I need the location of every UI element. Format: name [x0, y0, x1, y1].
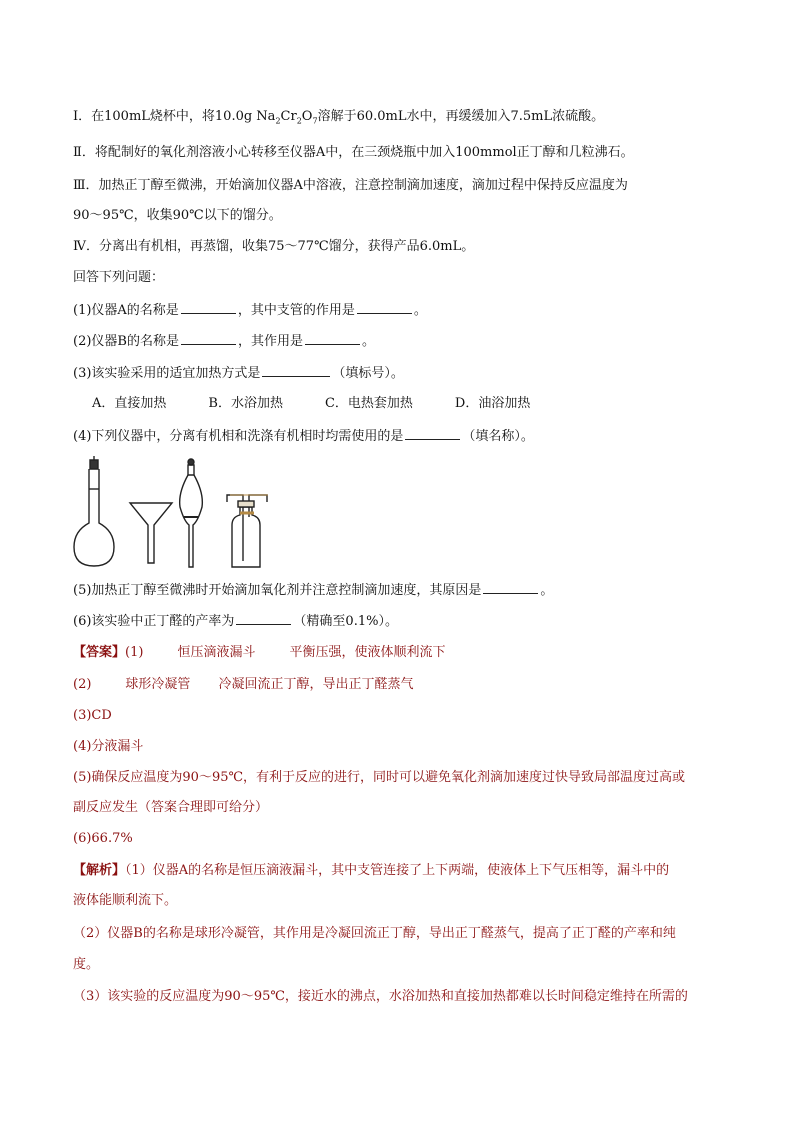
apparatus-figure — [70, 455, 280, 570]
question-1: (1)仪器A的名称是 ，其中支管的作用是 。 — [73, 300, 733, 320]
answer-blank — [305, 331, 360, 345]
volumetric-flask — [74, 456, 114, 566]
step-3-line-2: 90～95℃，收集90℃以下的馏分。 — [73, 208, 282, 223]
answer-blank — [236, 611, 291, 625]
answer-6: (6)66.7% — [73, 831, 133, 846]
answer-blank — [405, 426, 460, 440]
question-2: (2)仪器B的名称是 ，其作用是 。 — [73, 331, 733, 351]
analysis-1-line-1: 【解析】（1）仪器A的名称是恒压滴液漏斗，其中支管连接了上下两端，使液体上下气压相等，漏斗中的 — [73, 863, 670, 878]
answer-blank — [262, 363, 330, 377]
analysis-1-line-2: 液体能顺利流下。 — [73, 893, 178, 908]
question-6: (6)该实验中正丁醛的产率为 （精确至0.1%）。 — [73, 611, 733, 631]
answer-3: (3)CD — [73, 708, 112, 723]
funnel — [130, 503, 172, 563]
analysis-3-line-1: （3）该实验的反应温度为90～95℃，接近水的沸点，水浴加热和直接加热都难以长时间稳定维持在所需的 — [73, 989, 688, 1004]
analysis-2-line-2: 度。 — [73, 957, 100, 972]
step-3-line-1: Ⅲ．加热正丁醇至微沸，开始滴加仪器A中溶液，注意控制滴加速度，滴加过程中保持反应温度为 — [73, 178, 628, 193]
option-b: B．水浴加热 — [208, 396, 283, 411]
option-d: D．油浴加热 — [454, 396, 531, 411]
step-1: Ⅰ．在100mL烧杯中，将10.0g $Na_2Cr_2O_7$溶解于60.0mL水中，再缓缓加入7.5mL浓硫酸。 — [73, 109, 605, 126]
answer-1: 【答案】(1) 恒压滴液漏斗 平衡压强，使液体顺利流下 — [73, 645, 446, 660]
gas-washing-bottle — [227, 495, 268, 567]
question-3: (3)该实验采用的适宜加热方式是 （填标号）。 — [73, 363, 733, 383]
separatory-funnel — [180, 459, 203, 567]
question-3-options — [92, 395, 752, 413]
question-4: (4)下列仪器中，分离有机相和洗涤有机相时均需使用的是 （填名称）。 — [73, 426, 733, 446]
step-4: Ⅳ．分离出有机相，再蒸馏，收集75～77℃馏分，获得产品6.0mL。 — [73, 239, 475, 254]
answer-blank — [181, 300, 236, 314]
question-5: (5)加热正丁醇至微沸时开始滴加氧化剂并注意控制滴加速度，其原因是 。 — [73, 580, 733, 600]
answer-blank — [357, 300, 412, 314]
option-a: A．直接加热 — [92, 396, 167, 411]
answer-2: (2) 球形冷凝管 冷凝回流正丁醇，导出正丁醛蒸气 — [73, 677, 414, 692]
step-2: Ⅱ．将配制好的氧化剂溶液小心转移至仪器A中，在三颈烧瓶中加入100mmol正丁醇和几粒沸石。 — [73, 145, 634, 160]
answer-blank — [181, 331, 236, 345]
answer-5-line-1: (5)确保反应温度为90～95℃，有利于反应的进行，同时可以避免氧化剂滴加速度过快导致局部温度过高或 — [73, 770, 686, 785]
analysis-2-line-1: （2）仪器B的名称是球形冷凝管，其作用是冷凝回流正丁醇，导出正丁醛蒸气，提高了正丁醛的产率和纯 — [73, 926, 676, 941]
answer-4: (4)分液漏斗 — [73, 739, 144, 754]
answer-5-line-2: 副反应发生（答案合理即可给分） — [73, 800, 269, 815]
option-c: C．电热套加热 — [324, 396, 413, 411]
question-prompt: 回答下列问题： — [73, 270, 165, 285]
answer-blank — [483, 580, 538, 594]
